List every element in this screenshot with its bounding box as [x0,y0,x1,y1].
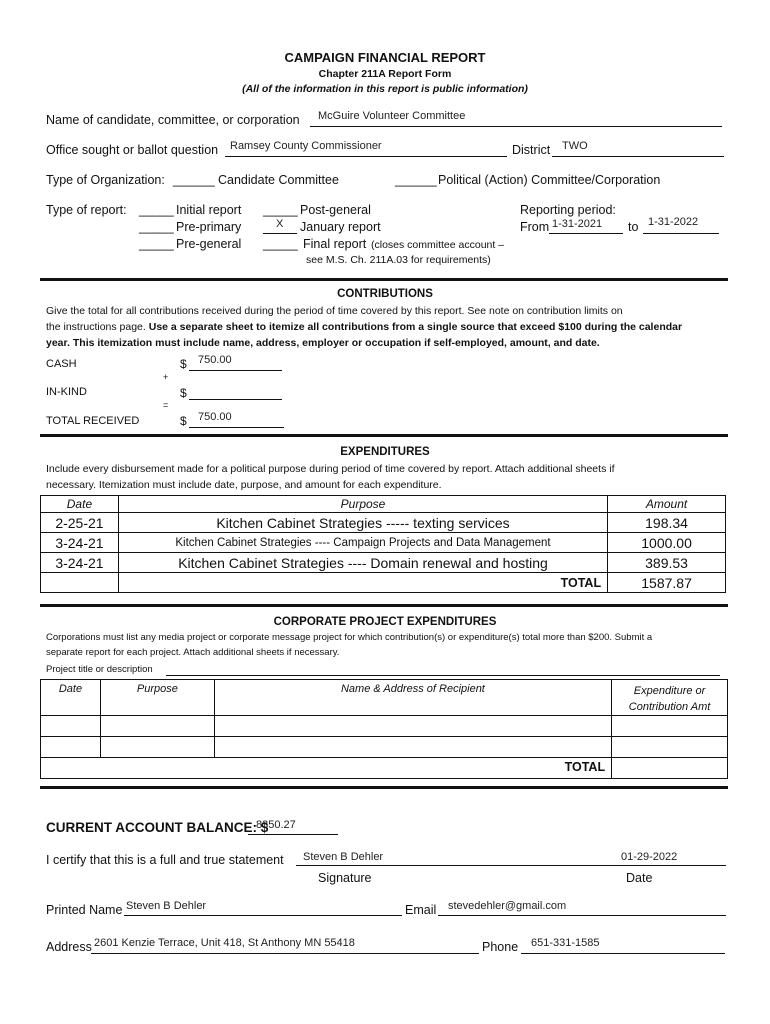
sign-date-field[interactable]: 01-29-2022 [621,851,678,863]
pre-primary-label: Pre-primary [176,220,242,234]
to-line [643,233,719,234]
table-row [41,513,726,533]
expenditures-text-2: necessary. Itemization must include date, purpose, and amount for each expenditure. [46,479,442,491]
inkind-line [189,399,282,400]
signature-label: Signature [318,871,372,885]
expense-amount[interactable]: 198.34 [608,513,726,533]
certify-statement: I certify that this is a full and true statement [46,853,284,867]
report-type-label: Type of report: [46,203,127,217]
candidate-committee-label: Candidate Committee [218,173,339,187]
expenditures-text-1: Include every disbursement made for a political purpose during period of time covered by report. Attach additional sheets if [46,463,615,475]
candidate-name-field[interactable]: McGuire Volunteer Committee [318,110,466,122]
candidate-name-label: Name of candidate, committee, or corporation [46,113,300,127]
post-general-label: Post-general [300,203,371,217]
table-row[interactable] [41,716,728,737]
equals-sign: = [163,400,169,410]
project-title-line[interactable] [166,675,720,676]
expense-purpose[interactable]: Kitchen Cabinet Strategies ----- texting services [118,513,607,533]
section-divider [40,278,728,281]
email-line [438,915,726,916]
expense-date[interactable]: 3-24-21 [41,553,119,573]
printed-name-line [124,915,402,916]
phone-label: Phone [482,940,519,954]
expenditures-total-label: TOTAL [118,573,607,593]
date-label: Date [626,871,653,885]
expense-purpose[interactable]: Kitchen Cabinet Strategies ---- Campaign Projects and Data Management [118,533,607,553]
final-report-label: Final report [303,237,367,251]
candidate-committee-blank[interactable]: ______ [173,173,215,187]
table-row[interactable] [41,737,728,758]
col-date-header: Date [41,496,119,513]
final-report-blank[interactable]: _____ [263,237,298,251]
signature-field[interactable]: Steven B Dehler [303,851,384,863]
table-row [41,758,728,779]
expenditures-total-value[interactable]: 1587.87 [608,573,726,593]
post-general-blank[interactable]: _____ [263,203,298,217]
pre-general-blank[interactable]: _____ [139,237,174,251]
phone-field[interactable]: 651-331-1585 [531,937,600,949]
corp-col-recipient: Name & Address of Recipient [214,680,611,716]
address-field[interactable]: 2601 Kenzie Terrace, Unit 418, St Anthony MN 55418 [94,937,355,949]
address-line [91,953,479,954]
project-title-label: Project title or description [46,664,153,675]
table-row [41,533,726,553]
form-subtitle: Chapter 211A Report Form [318,68,452,80]
plus-sign: + [163,372,169,382]
cash-line [189,370,282,371]
expenditures-table [40,495,726,593]
address-label: Address [46,940,92,954]
phone-line [521,953,725,954]
printed-name-field[interactable]: Steven B Dehler [126,900,207,912]
total-received-line [189,427,284,428]
signature-line [296,865,726,866]
section-divider [40,604,728,607]
public-info-note: (All of the information in this report is public information) [242,83,528,95]
office-label: Office sought or ballot question [46,143,219,157]
reporting-period-label: Reporting period: [520,203,616,217]
initial-report-blank[interactable]: _____ [139,203,174,217]
expense-date[interactable]: 3-24-21 [41,533,119,553]
to-label: to [628,220,639,234]
email-label: Email [405,903,437,917]
district-label: District [512,143,551,157]
from-label: From [520,220,550,234]
contributions-text-3: year. This itemization must include name, address, employer or occupation if self-employed, amount, and date. [46,337,600,349]
to-date-field[interactable]: 1-31-2022 [648,216,699,228]
political-committee-blank[interactable]: ______ [395,173,437,187]
corporate-table [40,679,728,779]
expense-date[interactable]: 2-25-21 [41,513,119,533]
section-divider [40,786,728,789]
political-committee-label: Political (Action) Committee/Corporation [438,173,661,187]
corporate-text-1: Corporations must list any media project or corporate message project for which contribution(s) or expenditure(s) total more than $200. Submit a [46,632,653,643]
corp-col-date: Date [41,680,101,716]
expense-amount[interactable]: 389.53 [608,553,726,573]
contributions-heading: CONTRIBUTIONS [337,288,433,300]
initial-report-label: Initial report [176,203,242,217]
email-field[interactable]: stevedehler@gmail.com [448,900,567,912]
col-purpose-header: Purpose [118,496,607,513]
final-report-note: (closes committee account – [371,239,505,251]
corporate-total-value[interactable] [612,758,728,779]
inkind-dollar: $ [180,386,187,400]
col-amount-header: Amount [608,496,726,513]
district-line [552,156,724,157]
pre-general-label: Pre-general [176,237,242,251]
from-date-field[interactable]: 1-31-2021 [552,218,603,230]
from-line [549,233,623,234]
candidate-name-line [310,126,722,127]
contributions-text-1: Give the total for all contributions received during the period of time covered by this report. See note on contribution limits on [46,305,623,317]
corp-col-purpose: Purpose [100,680,214,716]
printed-name-label: Printed Name [46,903,123,917]
expense-purpose[interactable]: Kitchen Cabinet Strategies ---- Domain renewal and hosting [118,553,607,573]
january-report-line [263,233,297,234]
account-balance-field[interactable]: 8350.27 [256,819,296,831]
district-field[interactable]: TWO [562,140,588,152]
org-type-label: Type of Organization: [46,173,165,187]
account-balance-line [248,834,338,835]
cash-dollar: $ [180,357,187,371]
contributions-text-2: the instructions page. Use a separate sheet to itemize all contributions from a single source that exceed $100 during the calendar [46,321,683,333]
office-line [225,156,507,157]
expenditures-heading: EXPENDITURES [340,446,430,458]
table-row [41,573,726,593]
cash-field[interactable]: 750.00 [198,354,232,366]
january-report-mark[interactable]: X [276,218,284,230]
final-report-note-2: see M.S. Ch. 211A.03 for requirements) [306,254,491,266]
corporate-total-label: TOTAL [214,758,611,779]
cash-label: CASH [46,358,77,370]
total-received-label: TOTAL RECEIVED [46,415,140,427]
form-title: CAMPAIGN FINANCIAL REPORT [284,50,486,65]
corporate-text-2: separate report for each project. Attach additional sheets if necessary. [46,647,340,658]
january-report-label: January report [300,220,381,234]
section-divider [40,434,728,437]
total-dollar: $ [180,414,187,428]
corp-col-amount: Expenditure or Contribution Amt [612,680,728,716]
total-received-field[interactable]: 750.00 [198,411,232,423]
table-row [41,553,726,573]
corporate-heading: CORPORATE PROJECT EXPENDITURES [273,616,497,628]
expense-amount[interactable]: 1000.00 [608,533,726,553]
pre-primary-blank[interactable]: _____ [139,220,174,234]
inkind-label: IN-KIND [46,386,87,398]
office-field[interactable]: Ramsey County Commissioner [230,140,382,152]
account-balance-label: CURRENT ACCOUNT BALANCE: $ [46,820,269,835]
